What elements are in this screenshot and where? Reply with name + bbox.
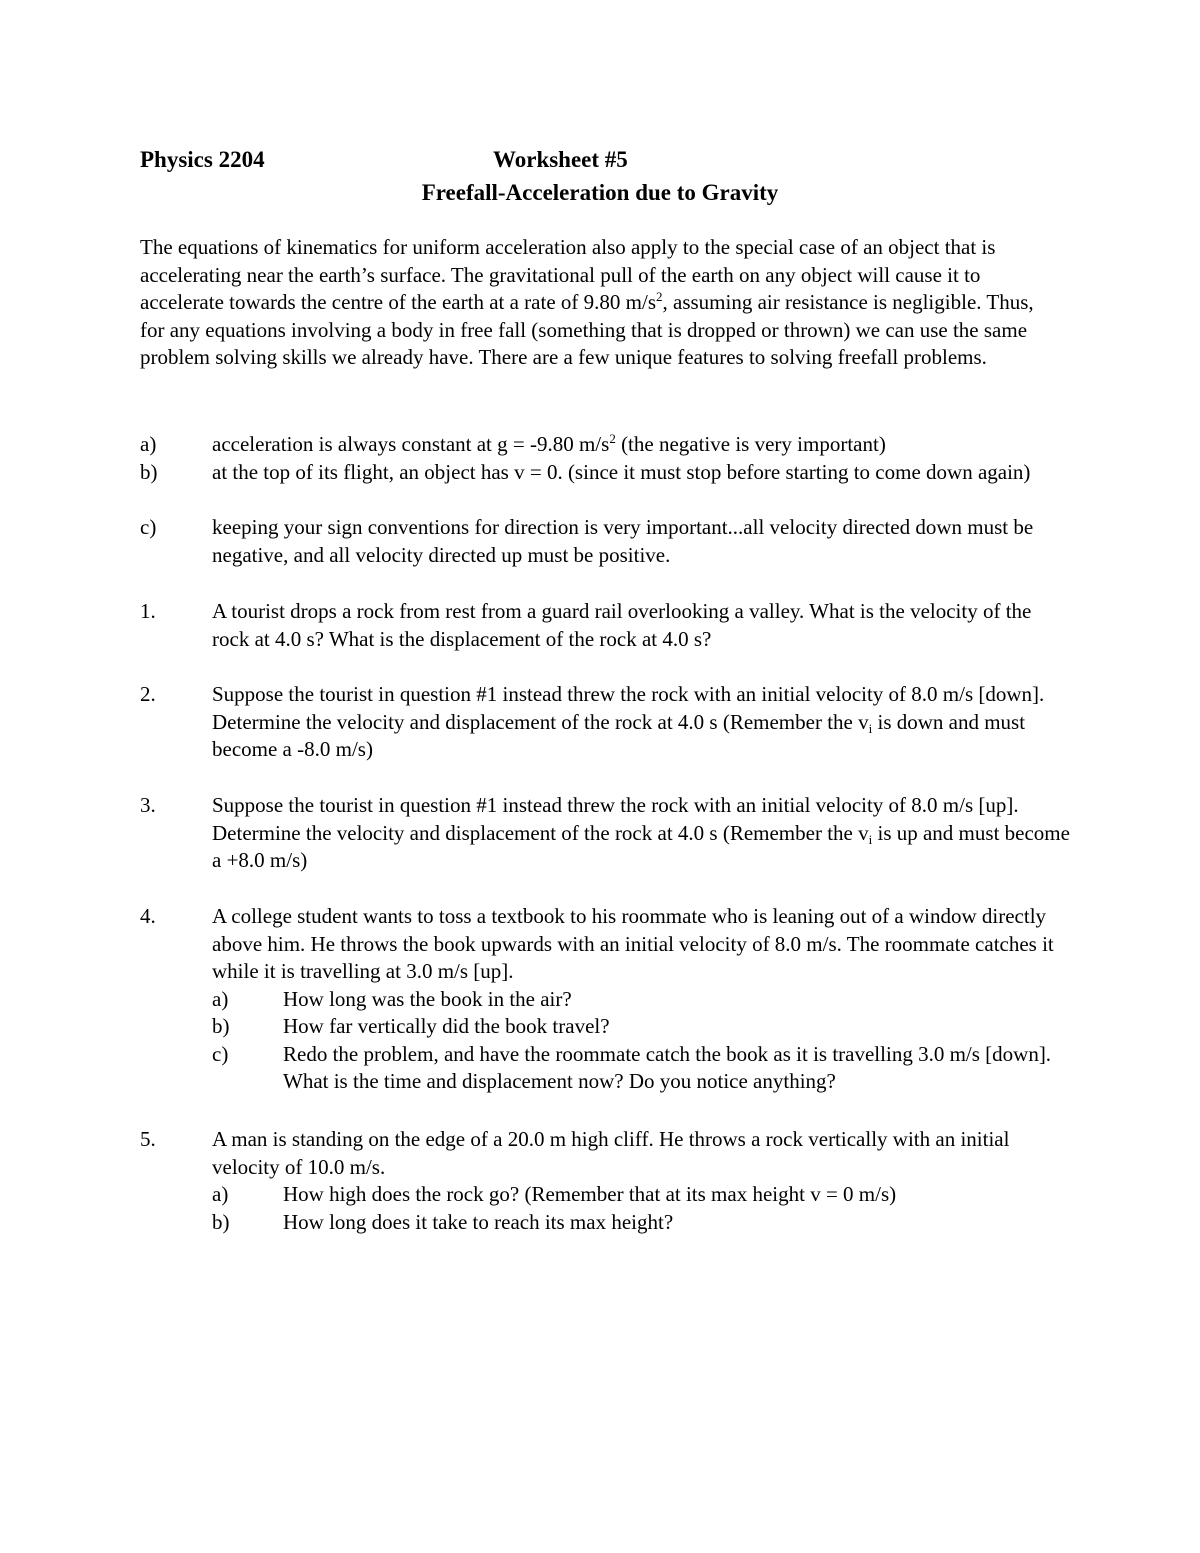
- question-number: 5.: [140, 1127, 156, 1151]
- part-label: a): [212, 986, 229, 1011]
- feature-item: [140, 459, 1070, 487]
- question-2: [140, 681, 1070, 764]
- question-subscript: i: [868, 831, 873, 847]
- feature-label: b): [140, 460, 158, 484]
- part-label: b): [212, 1014, 230, 1038]
- feature-text: at the top of its flight, an object has v = 0. (since it must stop before starting to come down again): [212, 460, 1031, 484]
- question-text-part: is up and must become a +8.0 m/s): [212, 820, 1070, 872]
- question-text-part: is down and must become a -8.0 m/s): [212, 709, 1026, 761]
- question-number: 2.: [140, 682, 156, 706]
- question-part: [140, 986, 1070, 1014]
- part-text: How long was the book in the air?: [283, 986, 572, 1011]
- worksheet-title: Freefall-Acceleration due to Gravity: [421, 180, 779, 205]
- question-number: 4.: [140, 904, 156, 928]
- part-text: How high does the rock go? (Remember that at its max height v = 0 m/s): [283, 1182, 897, 1206]
- intro-text-continued: , assuming air resistance is negligible. Thus, for any equations involving a body in free fall (something that is dropped or thrown) we can use the same problem solving skills we already have. There are a few unique features to solving freefall problems.: [140, 290, 1034, 369]
- intro-paragraph: [140, 234, 1060, 372]
- intro-text: The equations of kinematics for uniform acceleration also apply to the special case of an object that is accelerating near the earth’s surface. The gravitational pull of the earth on any object will cause it to accelerate towards the centre of the earth at a rate of 9.80 m/s: [140, 235, 996, 314]
- question-4: [140, 903, 1070, 1096]
- course-title: Physics 2204: [140, 147, 265, 172]
- question-subscript: i: [868, 720, 873, 736]
- part-text: Redo the problem, and have the roommate catch the book as it is travelling 3.0 m/s [down]. What is the time and displacement now? Do you notice anything?: [283, 1041, 1052, 1093]
- question-text: A tourist drops a rock from rest from a guard rail overlooking a valley. What is the velocity of the rock at 4.0 s? What is the displacement of the rock at 4.0 s?: [212, 599, 1032, 651]
- part-label: a): [212, 1182, 229, 1206]
- feature-label: c): [140, 515, 157, 539]
- feature-text-part: acceleration is always constant at g = -9.80 m/s: [212, 432, 610, 456]
- worksheet-number: Worksheet #5: [493, 147, 628, 172]
- question-3: [140, 792, 1070, 875]
- question-5: [140, 1126, 1070, 1236]
- question-text-part: Suppose the tourist in question #1 instead threw the rock with an initial velocity of 8.0 m/s [down]. Determine the velocity and displacement of the rock at 4.0 s (Remember the v: [212, 682, 1045, 734]
- question-text-part: Suppose the tourist in question #1 instead threw the rock with an initial velocity of 8.0 m/s [up]. Determine the velocity and displacement of the rock at 4.0 s (Remember the v: [212, 793, 1019, 845]
- feature-label: a): [140, 432, 157, 456]
- feature-item: [140, 514, 1070, 569]
- question-text: [212, 681, 1070, 764]
- question-number: 1.: [140, 599, 156, 623]
- part-text: How far vertically did the book travel?: [283, 1014, 610, 1038]
- intro-superscript: 2: [656, 289, 663, 304]
- feature-superscript: 2: [609, 431, 616, 446]
- part-text: How long does it take to reach its max height?: [283, 1209, 674, 1234]
- question-part: [140, 1013, 1070, 1041]
- question-part: [140, 1209, 1070, 1237]
- question-part: [140, 1181, 1070, 1209]
- part-label: c): [212, 1041, 229, 1066]
- feature-item: [140, 431, 1070, 459]
- feature-text: [212, 431, 1070, 459]
- question-1: [140, 598, 1070, 653]
- feature-text: keeping your sign conventions for direction is very important...all velocity directed down must be negative, and all velocity directed up must be positive.: [212, 515, 1034, 567]
- question-text: A man is standing on the edge of a 20.0 m high cliff. He throws a rock vertically with an initial velocity of 10.0 m/s.: [212, 1127, 1010, 1179]
- part-label: b): [212, 1209, 230, 1234]
- question-part: [140, 1041, 1070, 1096]
- question-number: 3.: [140, 793, 156, 817]
- question-text: A college student wants to toss a textbook to his roommate who is leaning out of a window directly above him. He throws the book upwards with an initial velocity of 8.0 m/s. The roommate catches it while it is travelling at 3.0 m/s [up].: [212, 904, 1054, 983]
- feature-text-part: (the negative is very important): [615, 432, 886, 456]
- question-text: [212, 792, 1070, 875]
